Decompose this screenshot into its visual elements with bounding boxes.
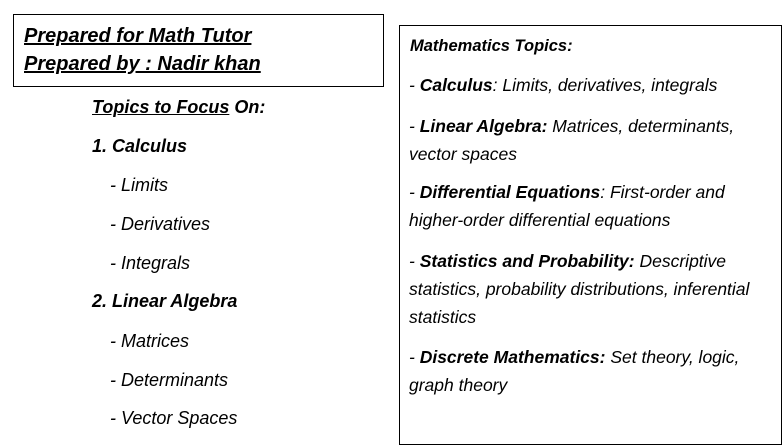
list-item: - Derivatives	[110, 214, 211, 234]
topic-dash: -	[409, 75, 420, 95]
topic-desc: Set theory, logic, graph theory	[409, 347, 740, 395]
topic-name: Statistics and Probability:	[419, 251, 635, 271]
section-title-calculus: 1. Calculus	[92, 136, 188, 156]
topic-entry	[409, 343, 769, 399]
topic-desc: Descriptive statistics, probability distributions, inferential statistics	[409, 251, 750, 327]
mathematics-topics-box	[399, 25, 782, 445]
topic-sep: :	[600, 182, 610, 202]
topics-heading-rest: On:	[229, 97, 266, 117]
topic-desc: First-order and higher-order differential equations	[409, 182, 725, 230]
header-box	[13, 14, 384, 87]
topic-name: Differential Equations	[419, 182, 601, 202]
topic-entry	[409, 247, 769, 331]
topic-entry	[409, 71, 769, 99]
prepared-for-line: Prepared for Math Tutor	[24, 25, 252, 47]
list-item: - Matrices	[110, 331, 190, 351]
mathematics-topics-title: Mathematics Topics:	[410, 37, 573, 55]
list-item: - Limits	[110, 175, 168, 195]
topics-heading-underlined: Topics to Focus	[92, 97, 230, 117]
topic-dash: -	[409, 116, 420, 136]
section-title-linear-algebra: 2. Linear Algebra	[92, 291, 238, 311]
topic-dash: -	[409, 182, 420, 202]
prepared-by-line: Prepared by : Nadir khan	[24, 53, 261, 75]
list-item: - Determinants	[110, 370, 229, 390]
list-item: - Integrals	[110, 253, 191, 273]
topic-name: Discrete Mathematics:	[419, 347, 606, 367]
topic-entry	[409, 178, 769, 234]
topic-entry	[409, 112, 769, 168]
topic-dash: -	[409, 347, 420, 367]
topics-heading	[92, 97, 265, 118]
topic-name: Linear Algebra:	[419, 116, 548, 136]
topic-desc: Limits, derivatives, integrals	[502, 75, 718, 95]
topic-desc: Matrices, determinants, vector spaces	[409, 116, 735, 164]
topic-sep: :	[492, 75, 503, 95]
topic-dash: -	[409, 251, 420, 271]
list-item: - Vector Spaces	[110, 408, 238, 428]
topic-name: Calculus	[419, 75, 493, 95]
